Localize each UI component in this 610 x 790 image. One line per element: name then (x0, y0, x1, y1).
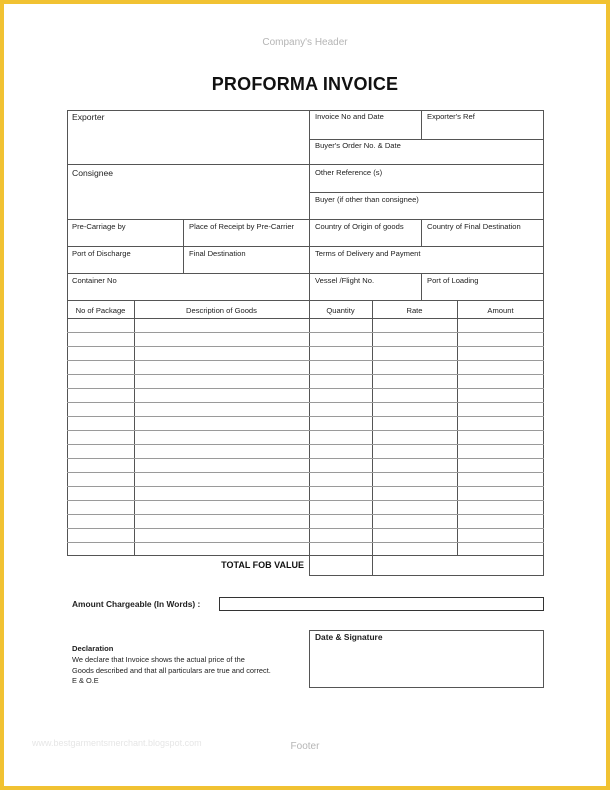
invoice-no-date-label: Invoice No and Date (315, 112, 384, 121)
place-of-receipt-label: Place of Receipt by Pre-Carrier (189, 222, 295, 231)
divider (421, 219, 422, 246)
declaration-line: We declare that Invoice shows the actual price of the (72, 655, 245, 664)
divider (309, 139, 544, 140)
column-divider (134, 300, 135, 556)
table-row-line (67, 360, 544, 361)
port-of-loading-label: Port of Loading (427, 276, 479, 285)
declaration-text (72, 655, 302, 687)
signature-label: Date & Signature (315, 632, 383, 642)
table-row-line (67, 416, 544, 417)
buyers-order-label: Buyer's Order No. & Date (315, 141, 401, 150)
column-header-quantity: Quantity (326, 306, 355, 315)
column-header-amount: Amount (487, 306, 514, 315)
table-row-line (67, 458, 544, 459)
divider (67, 273, 544, 274)
buyer-other-label: Buyer (if other than consignee) (315, 195, 419, 204)
amount-words-field[interactable] (219, 597, 544, 611)
table-row-line (67, 472, 544, 473)
column-divider (457, 300, 458, 556)
divider (67, 246, 544, 247)
divider (421, 110, 422, 139)
table-row-line (67, 374, 544, 375)
country-origin-label: Country of Origin of goods (315, 222, 404, 231)
divider (421, 273, 422, 301)
amount-words-label: Amount Chargeable (In Words) : (72, 599, 201, 609)
final-destination-label: Final Destination (189, 249, 246, 258)
company-header-placeholder: Company's Header (262, 37, 348, 48)
table-row-line (67, 514, 544, 515)
footer-placeholder: Footer (290, 741, 320, 752)
other-reference-label: Other Reference (s) (315, 168, 383, 177)
pre-carriage-label: Pre-Carriage by (72, 222, 126, 231)
total-row-bottom (309, 575, 544, 576)
table-row-line (67, 500, 544, 501)
exporters-ref-label: Exporter's Ref (427, 112, 475, 121)
table-row-line (67, 318, 544, 319)
column-divider (309, 300, 310, 576)
country-destination-label: Country of Final Destination (427, 222, 521, 231)
terms-delivery-label: Terms of Delivery and Payment (315, 249, 421, 258)
column-header-description: Description of Goods (186, 306, 257, 315)
container-no-label: Container No (72, 276, 117, 285)
declaration-line: Goods described and that all particulars are true and correct. (72, 665, 271, 675)
vessel-flight-label: Vessel /Flight No. (315, 276, 375, 285)
document-title: PROFORMA INVOICE (211, 74, 399, 94)
table-row-line (67, 402, 544, 403)
column-divider (543, 556, 544, 576)
exporter-label: Exporter (72, 112, 105, 122)
table-row-line (67, 486, 544, 487)
table-row-line (67, 542, 544, 543)
table-row-line (67, 444, 544, 445)
table-row-line (67, 346, 544, 347)
divider (67, 164, 544, 165)
watermark-text: www.bestgarmentsmerchant.blogspot.com (32, 738, 202, 748)
declaration-line: E & O.E (72, 676, 99, 685)
column-divider (372, 300, 373, 576)
divider (309, 192, 544, 193)
column-header-rate: Rate (406, 306, 423, 315)
divider (67, 219, 544, 220)
declaration-title: Declaration (72, 644, 114, 653)
table-row-line (67, 332, 544, 333)
port-of-discharge-label: Port of Discharge (72, 249, 131, 258)
table-row-line (67, 388, 544, 389)
consignee-label: Consignee (72, 168, 114, 178)
column-header-packages: No of Package (75, 306, 126, 315)
table-row-line (67, 528, 544, 529)
table-row-line (67, 430, 544, 431)
goods-table (67, 300, 544, 556)
total-fob-label: TOTAL FOB VALUE (221, 560, 304, 570)
